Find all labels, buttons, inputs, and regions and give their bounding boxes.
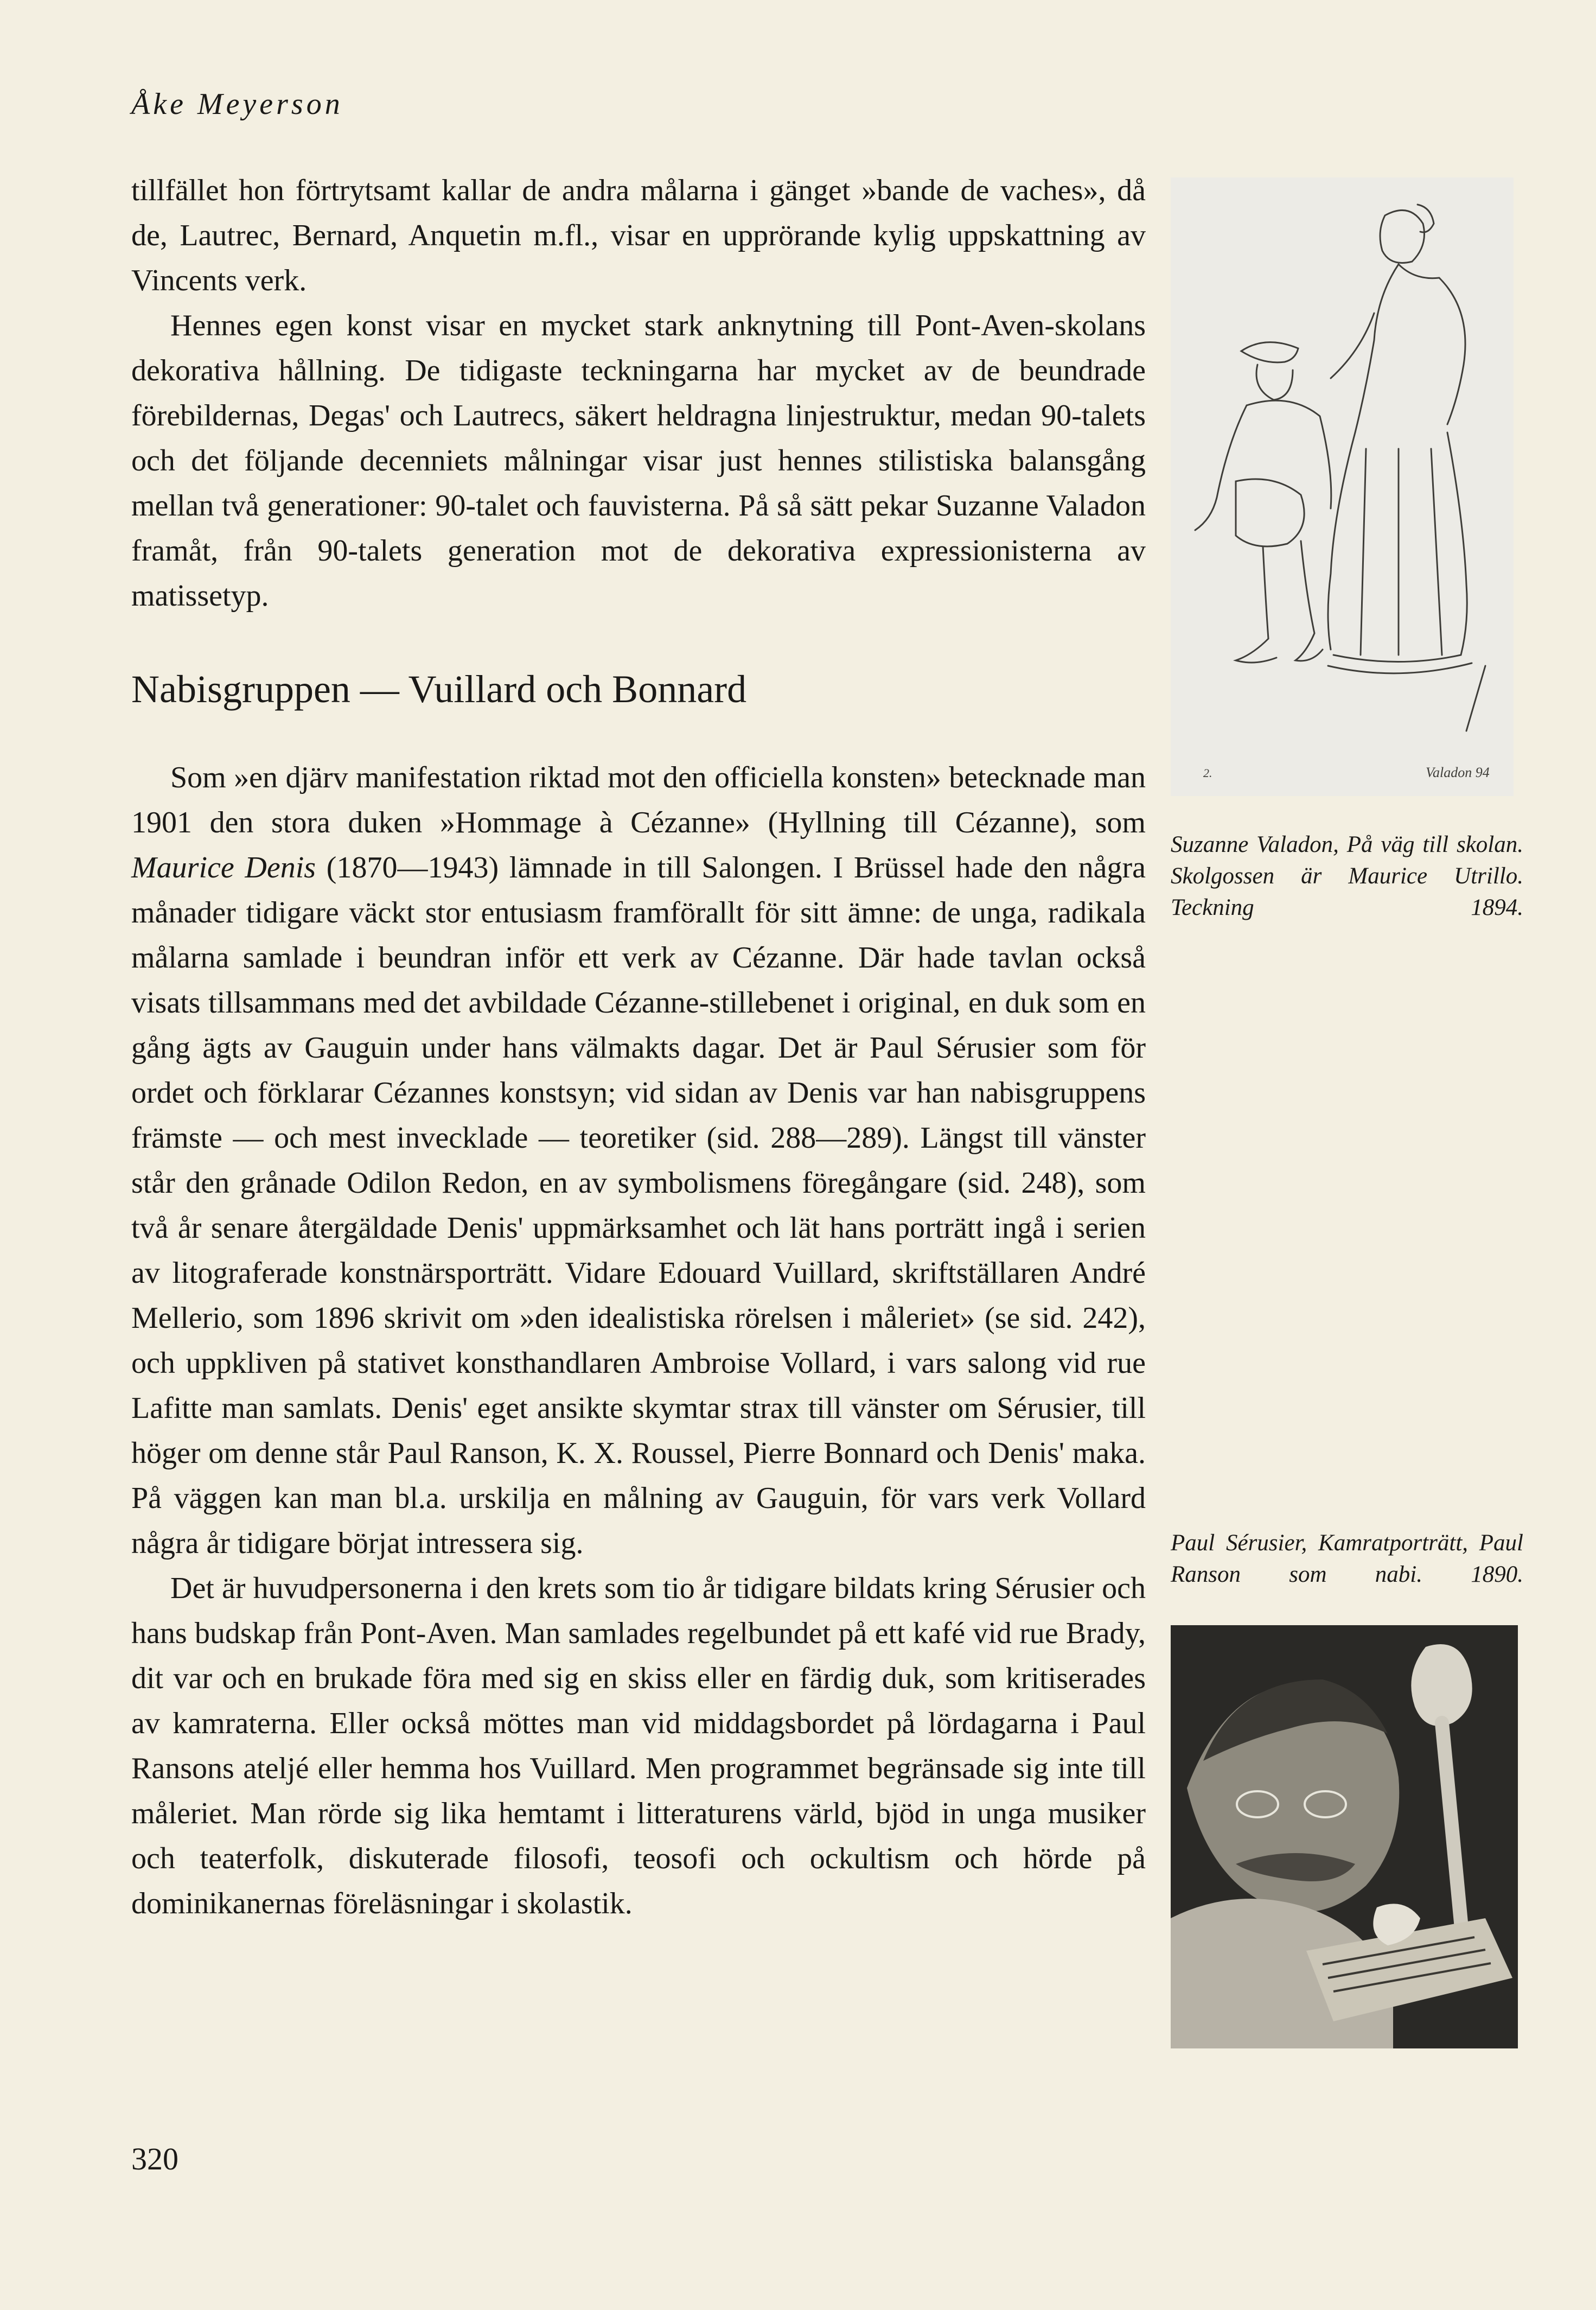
sketch-drawing [1171, 177, 1514, 796]
figure-1-caption: Suzanne Valadon, På väg till skolan. Skolgossen är Maurice Utrillo. Teckning 1894. [1171, 832, 1523, 920]
artist-signature: Valadon 94 [1426, 765, 1490, 780]
page-number: 320 [131, 2141, 178, 2177]
section-paragraph-1 [131, 755, 1146, 1566]
section-text [131, 755, 1146, 1926]
serusier-portrait-image [1171, 1625, 1518, 2048]
valadon-sketch-image [1171, 177, 1514, 796]
section-paragraph-2: Det är huvudpersonerna i den krets som tio år tidigare bildats kring Sérusier och hans budskap från Pont-Aven. Man samlades regelbundet på ett kafé vid rue Brady, dit var och en brukade föra med sig en skiss eller en färdig duk, som kritiserades av kamraterna. Eller också möttes man vid middagsbordet på lördagarna i Paul Ransons ateljé eller hemma hos Vuillard. Men programmet begränsade sig inte till måleriet. Man rörde sig lika hemtamt i litteraturens värld, bjöd in unga musiker och teaterfolk, diskuterade filosofi, teosofi och ockultism och hörde på dominikanernas föreläsningar i skolastik. [131, 1571, 1146, 1920]
paragraph-text-rest: (1870—1943) lämnade in till Salongen. I Brüssel hade den några månader tidigare väckt stor entusiasm framförallt för sitt ämne: de unga, radikala målarna samlade i beundran inför ett verk av Cézanne. Där hade tavlan också visats tillsammans med det avbildade Cézanne-stillebenet i original, en duk som en gång ägts av Gauguin under hans välmakts dagar. Det är Paul Sérusier som för ordet och förklarar Cézannes konstsyn; vid sidan av Denis var han nabisgruppens främste — och mest invecklade — teoretiker (sid. 288—289). Längst till vänster står den grånade Odilon Redon, en av symbolismens föregångare (sid. 248), som två år senare återgäldade Denis' uppmärksamhet och lät hans porträtt ingå i serien av litograferade konstnärsporträtt. Vidare Edouard Vuillard, skriftställaren André Mellerio, som 1896 skrivit om »den idealistiska rörelsen i måleriet» (se sid. 242), och uppkliven på stativet konsthandlaren Ambroise Vollard, i vars salong vid rue Lafitte man samlats. Denis' eget ansikte skymtar strax till vänster om Sérusier, till höger om denne står Paul Ranson, K. X. Roussel, Pierre Bonnard och Denis' maka. På väggen kan man bl.a. urskilja en målning av Gauguin, för vars verk Vollard några år tidigare börjat intressera sig. [131, 851, 1146, 1560]
intro-paragraph-1: tillfället hon förtrytsamt kallar de andra målarna i gänget »bande de vaches», då de, Lautrec, Bernard, Anquetin m.fl., visar en upprörande kylig uppskattning av Vincents verk. [131, 174, 1146, 297]
running-head: Åke Meyerson [131, 87, 343, 121]
paragraph-text-start: Som »en djärv manifestation riktad mot den officiella konsten» betecknade man 1901 den stora duken »Hommage à Cézanne» (Hyllning till Cézanne), som [131, 761, 1146, 839]
artist-name: Maurice Denis [131, 851, 316, 884]
plate-number: 2. [1203, 766, 1212, 780]
figure-2-caption: Paul Sérusier, Kamratporträtt, Paul Ranson som nabi. 1890. [1171, 1530, 1523, 1587]
portrait-painting [1171, 1625, 1518, 2048]
intro-paragraph-2: Hennes egen konst visar en mycket stark anknytning till Pont-Aven-skolans dekorativa hållning. De tidigaste teckningarna har mycket av de beundrade förebildernas, Degas' och Lautrecs, säkert heldragna linjestruktur, medan 90-talets och det följande decenniets målningar visar just hennes stilistiska balansgång mellan två generationer: 90-talet och fauvisterna. På så sätt pekar Suzanne Valadon framåt, från 90-talets generation mot de dekorativa expressionisterna av matissetyp. [131, 309, 1146, 613]
intro-text [131, 168, 1146, 619]
section-title: Nabisgruppen — Vuillard och Bonnard [131, 667, 747, 711]
